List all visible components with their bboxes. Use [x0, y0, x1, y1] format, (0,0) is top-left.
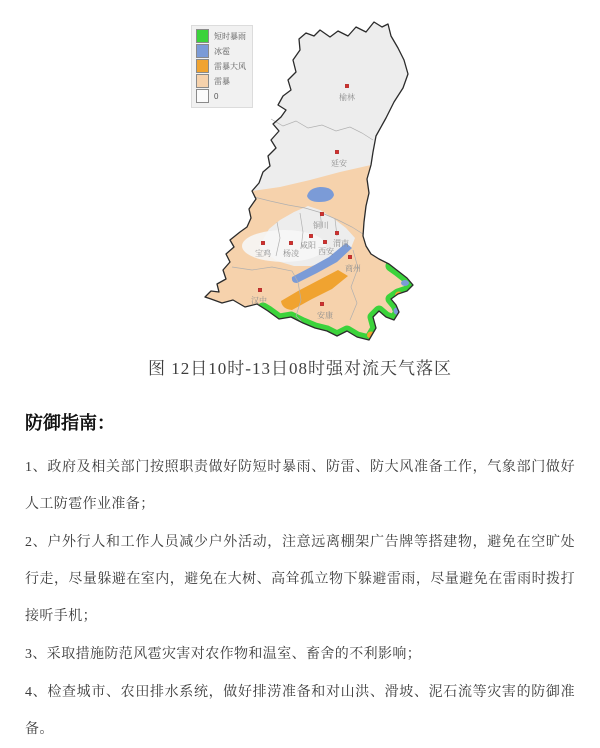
accent-gale-3 [348, 338, 355, 344]
defense-guide-item: 1、政府及相关部门按照职责做好防短时暴雨、防雷、防大风准备工作，气象部门做好人工防雹作业准备； [25, 460, 575, 512]
city-label: 安康 [317, 311, 333, 320]
legend-item [196, 44, 246, 59]
city-dot [348, 255, 351, 258]
city-label: 铜川 [313, 221, 329, 230]
accent-hail-1 [401, 280, 409, 286]
city-label: 汉中 [251, 296, 267, 305]
city-dot [289, 241, 292, 244]
city-dot [335, 231, 338, 234]
city-dot [345, 84, 348, 87]
shaanxi-province-map [0, 0, 600, 348]
legend-color-swatch [196, 74, 209, 88]
city-label: 延安 [331, 159, 347, 168]
legend-item-label: 雷暴大风 [214, 62, 246, 71]
defense-guide-item: 2、户外行人和工作人员减少户外活动，注意远离棚架广告牌等搭建物，避免在空旷处行走，尽量躲避在室内，避免在大树、高耸孤立物下躲避雷雨，尽量避免在雷雨时拨打接听手机； [25, 535, 575, 624]
legend-color-swatch [196, 44, 209, 58]
legend-item-label: 冰雹 [214, 47, 230, 56]
legend-color-swatch [196, 29, 209, 43]
city-label: 渭南 [333, 239, 349, 248]
region-none-north [252, 22, 408, 191]
city-dot [258, 288, 261, 291]
weather-map-figure [0, 0, 600, 348]
legend-item [196, 29, 246, 44]
city-label: 咸阳 [300, 241, 316, 250]
legend [191, 25, 253, 108]
city-dot [323, 240, 326, 243]
city-dot [320, 302, 323, 305]
defense-guide-item: 4、检查城市、农田排水系统，做好排涝准备和对山洪、滑坡、泥石流等灾害的防御准备。 [25, 685, 575, 737]
legend-item [196, 89, 246, 104]
legend-color-swatch [196, 89, 209, 103]
city-dot [335, 150, 338, 153]
defense-guide-item: 3、采取措施防范风雹灾害对农作物和温室、畜舍的不利影响； [25, 647, 422, 662]
defense-guide-title: 防御指南： [25, 413, 115, 433]
legend-color-swatch [196, 59, 209, 73]
legend-item-label: 短时暴雨 [214, 32, 246, 41]
city-label: 杨凌 [283, 249, 299, 258]
city-label: 榆林 [339, 93, 355, 102]
legend-item [196, 74, 246, 89]
city-label: 宝鸡 [255, 249, 271, 258]
legend-item-label: 雷暴 [214, 77, 230, 86]
defense-guide-section [0, 409, 600, 748]
city-dot [309, 234, 312, 237]
accent-hail-3 [372, 338, 378, 343]
city-dot [320, 212, 323, 215]
city-label: 西安 [318, 247, 334, 256]
legend-item-label: 0 [214, 92, 219, 101]
legend-item [196, 59, 246, 74]
figure-caption: 图 12日10时-13日08时强对流天气落区 [148, 359, 452, 378]
defense-guide-items [25, 449, 575, 748]
city-dot [261, 241, 264, 244]
city-label: 商州 [345, 264, 361, 273]
